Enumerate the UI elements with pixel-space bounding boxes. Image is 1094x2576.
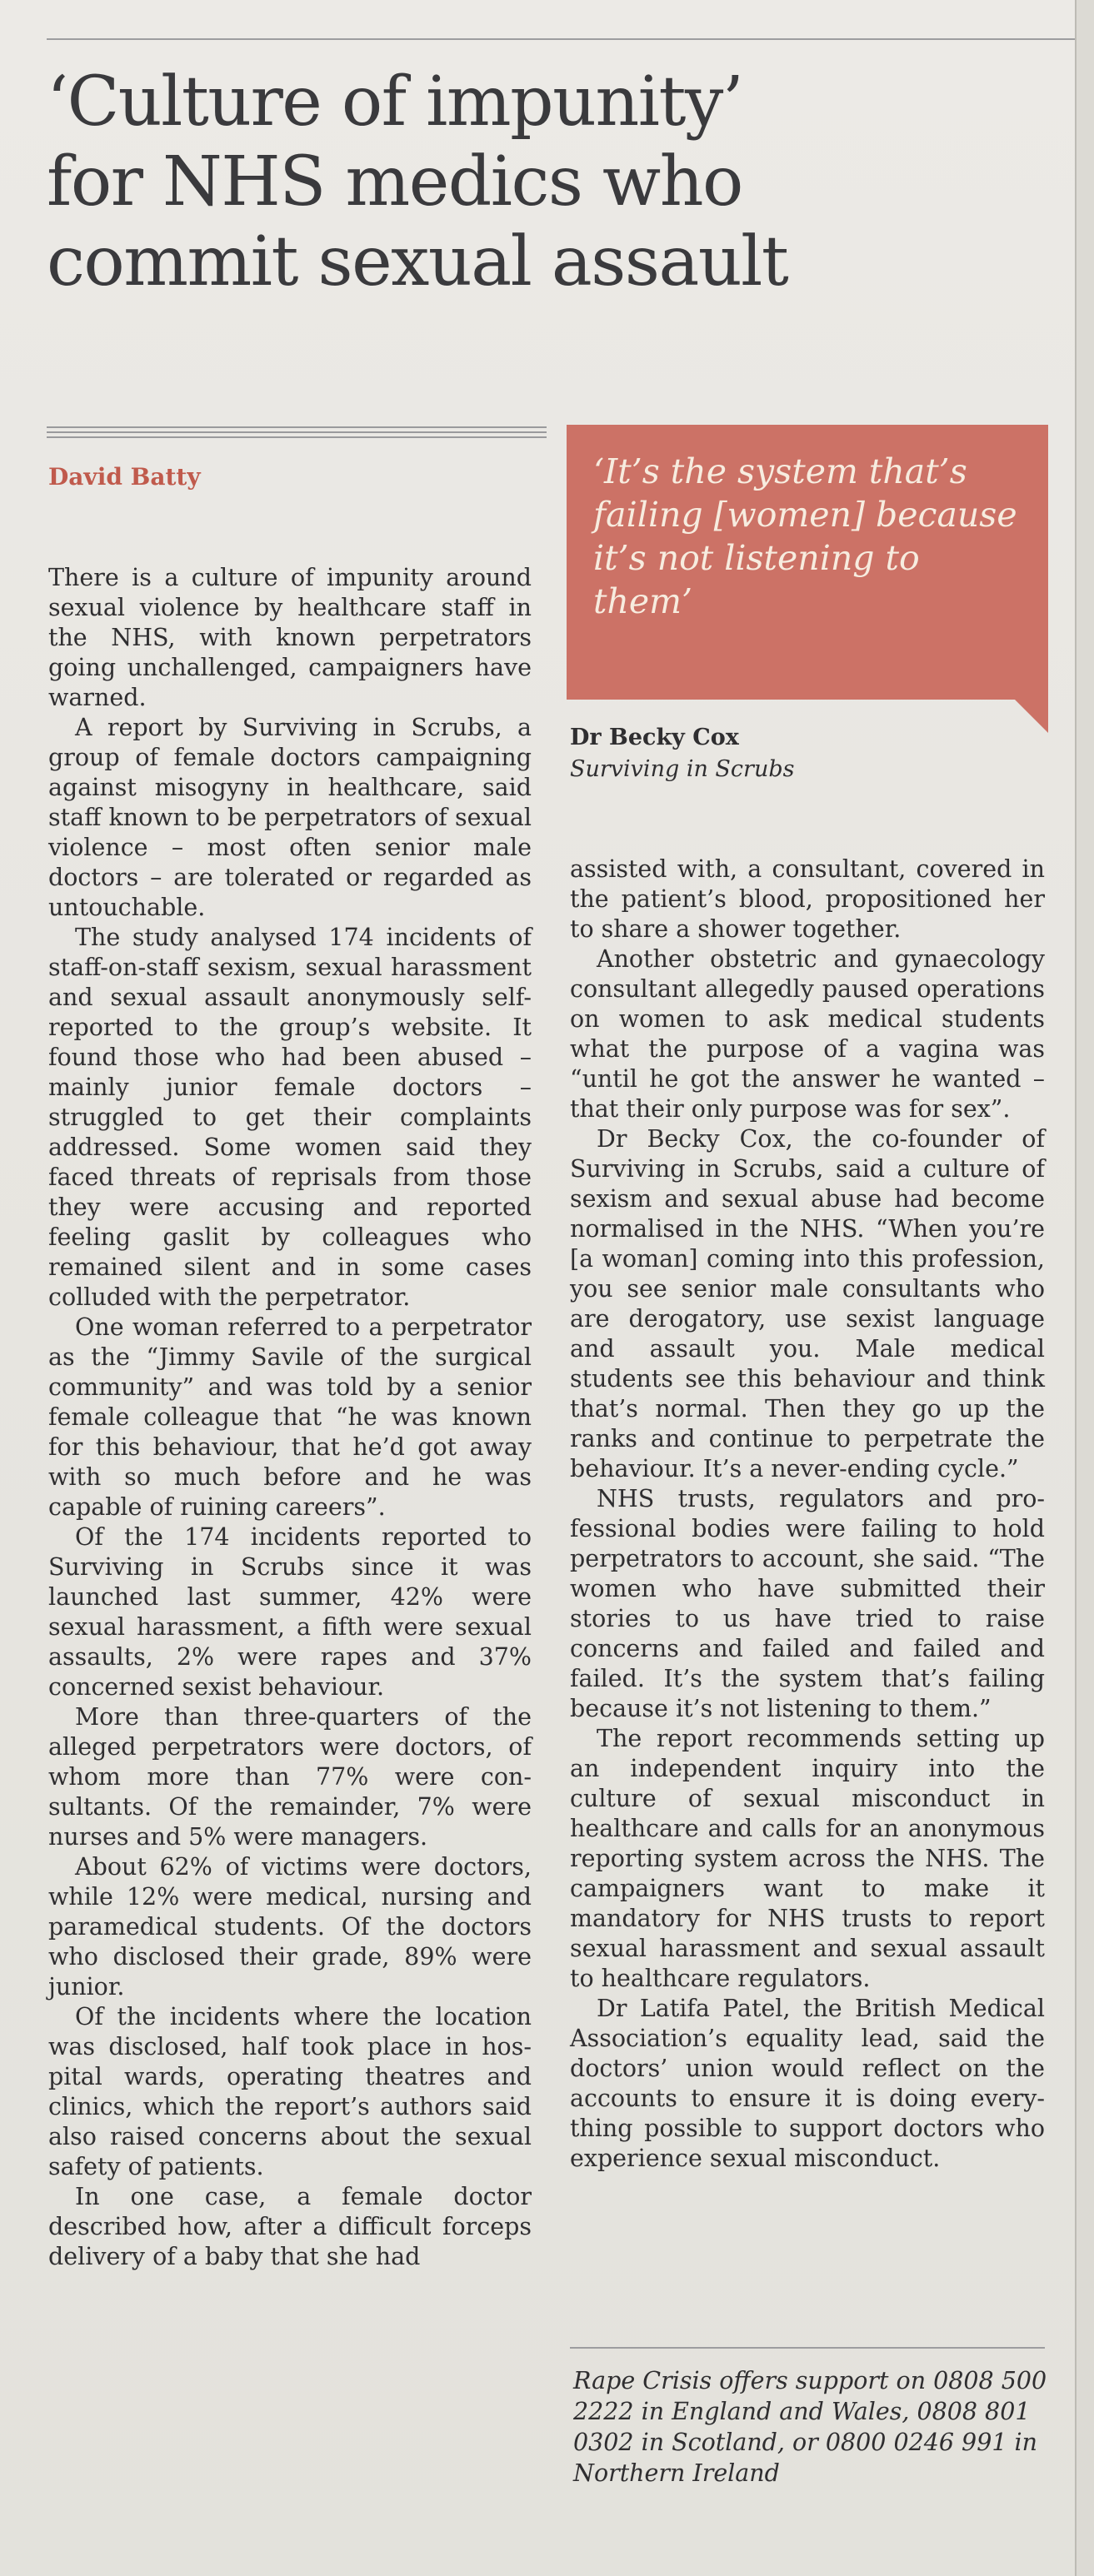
- paragraph: The report recommends setting up an independent inquiry into the culture of sexual misconduct in healthcare and calls for an anonymous reporting system across the NHS. The campaigners want to make it mandatory for NHS trusts to report sexual harassment and sexual assault to healthcare regulators.: [570, 1725, 1045, 1992]
- paragraph: Dr Becky Cox, the co-founder of Surviving in Scrubs, said a culture of sexism and sexual abuse had become normalised in the NHS. “When you’re [a woman] coming into this profession, you see senior male consultants who are derogatory, use sexist language and assault you. Male medical students see this behaviour and think that’s normal. Then they go up the ranks and continue to perpetrate the behaviour. It’s a never-ending cycle.”: [570, 1125, 1045, 1482]
- byline: David Batty: [48, 463, 201, 491]
- paragraph: In one case, a female doctor described how, after a difficult forceps delivery of a baby that she had: [48, 2183, 532, 2270]
- headline-line: commit sexual assault: [47, 222, 788, 301]
- paragraph: More than three-quarters of the alleged perpetrators were doctors, of whom more than 77% were consultants. Of the remainder, 7% were nurses and 5% were managers.: [48, 1703, 532, 1851]
- headline: [47, 62, 1013, 302]
- body-column-right: [570, 855, 1045, 2172]
- paragraph: About 62% of victims were doctors, while 12% were medical, nursing and paramedical students. Of the doctors who disclosed their grade, 89% were junior.: [48, 1853, 532, 2001]
- byline-rules: [47, 426, 547, 440]
- pull-quote-attribution-name: Dr Becky Cox: [570, 725, 739, 750]
- paragraph: Of the incidents where the location was disclosed, half took place in hospital wards, operating theatres and clinics, which the report’s authors said also raised concerns about the sexual safety of patients.: [48, 2003, 532, 2180]
- info-rule: [570, 2347, 1045, 2349]
- paragraph: The study analysed 174 incidents of staff-on-staff sexism, sexual harassment and sexual assault anonymously self-reported to the group’s website. It found those who had been abused – mainly junior female doctors – struggled to get their complaints addressed. Some women said they faced threats of reprisals from those they were accusing and reported feeling gaslit by colleagues who remained silent and in some cases colluded with the perpetrator.: [48, 924, 532, 1311]
- paragraph: assisted with, a consultant, covered in the patient’s blood, propositioned her to share a shower together.: [570, 855, 1045, 943]
- pull-quote-attribution-role: Surviving in Scrubs: [570, 756, 795, 782]
- top-rule: [47, 38, 1075, 40]
- paragraph: Dr Latifa Patel, the British Medical Association’s equality lead, said the doctors’ union would reflect on the accounts to ensure it is doing everything possible to support doctors who experience sexual misconduct.: [570, 1995, 1045, 2172]
- pull-quote-text: ‘It’s the system that’s failing [women] because it’s not listening to them’: [593, 451, 1017, 621]
- headline-line: for NHS medics who: [47, 142, 742, 222]
- body-column-left: [48, 563, 532, 2509]
- paragraph: There is a culture of impunity around sexual violence by healthcare staff in the NHS, with known perpetrators going unchallenged, campaigners have warned.: [48, 564, 532, 711]
- paragraph: NHS trusts, regulators and professional bodies were failing to hold perpetrators to account, she said. “The women who have submitted their stories to us have tried to raise concerns and failed and failed and failed. It’s the system that’s failing because it’s not listening to them.”: [570, 1485, 1045, 1722]
- pull-quote-box: [567, 425, 1048, 700]
- support-info: Rape Crisis offers support on 0808 500 2222 in England and Wales, 0808 801 0302 in Scotland, or 0800 0246 991 in Northern Ireland: [573, 2367, 1047, 2487]
- page-edge: [1077, 0, 1094, 2576]
- paragraph: A report by Surviving in Scrubs, a group of female doctors campaigning against misogyny in healthcare, said staff known to be perpetrators of sexual violence – most often senior male doctors – are tolerated or regarded as untouchable.: [48, 714, 532, 921]
- paragraph: Another obstetric and gynaecology consultant allegedly paused operations on women to ask medical students what the purpose of a vagina was “until he got the answer he wanted – that their only purpose was for sex”.: [570, 945, 1045, 1123]
- paragraph: Of the 174 incidents reported to Surviving in Scrubs since it was launched last summer, 42% were sexual harassment, a fifth were sexual assaults, 2% were rapes and 37% concerned sexist behaviour.: [48, 1523, 532, 1701]
- headline-line: ‘Culture of impunity’: [47, 62, 743, 142]
- paragraph: One woman referred to a perpetrator as the “Jimmy Savile of the surgical community” and was told by a senior female colleague that “he was known for this behaviour, that he’d got away with so much before and he was capable of ruining careers”.: [48, 1313, 532, 1521]
